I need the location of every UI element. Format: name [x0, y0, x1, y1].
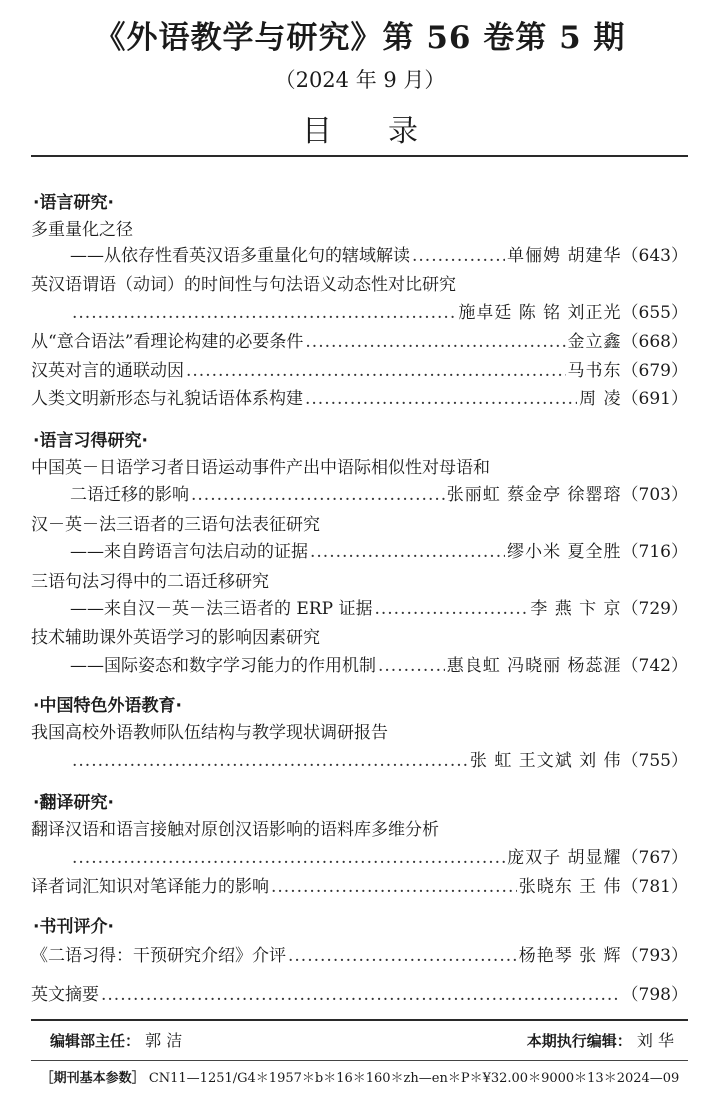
- leader-dots: [191, 485, 445, 505]
- leader-dots: [374, 599, 528, 619]
- toc-entry-title-continued: 二语迁移的影响: [70, 485, 189, 505]
- toc-entry[interactable]: [31, 356, 688, 382]
- leader-dots: [271, 877, 517, 897]
- bottom-divider: [31, 1019, 688, 1021]
- toc-entry-title: 汉英对言的通联动因: [31, 361, 184, 381]
- chief-editor: [50, 1028, 182, 1051]
- toc-entry-page: （729）: [621, 599, 688, 619]
- section-heading: ·中国特色外语教育·: [33, 696, 182, 716]
- chief-editor-label: 编辑部主任：: [50, 1032, 141, 1050]
- exec-editor-name: 刘 华: [636, 1031, 674, 1050]
- toc-entry-title: 人类文明新形态与礼貌话语体系构建: [31, 389, 303, 409]
- leader-dots: [288, 946, 517, 966]
- toc-entry-page: （755）: [621, 751, 688, 771]
- toc-entry-authors: 周 凌: [579, 389, 622, 409]
- leader-dots: [72, 848, 505, 868]
- toc-entry-page: （643）: [621, 246, 688, 266]
- toc-entry-subtitle: ——来自汉－英－法三语者的 ERP 证据: [70, 599, 373, 619]
- toc-entry-title[interactable]: 多重量化之径: [31, 220, 133, 240]
- toc-entry-authors: 单俪娉 胡建华: [507, 246, 622, 266]
- issue-date: （2024 年 9 月）: [274, 68, 446, 92]
- section-heading: ·语言习得研究·: [33, 431, 148, 451]
- toc-entry-title: 译者词汇知识对笔译能力的影响: [31, 877, 269, 897]
- toc-entry-title[interactable]: 翻译汉语和语言接触对原创汉语影响的语料库多维分析: [31, 820, 439, 840]
- toc-entry-authors: 惠良虹 冯晓丽 杨蕊涯: [446, 656, 622, 676]
- toc-entry[interactable]: [31, 327, 688, 353]
- toc-entry-page: （781）: [621, 877, 688, 897]
- toc-entry-authors: 施卓廷 陈 铭 刘正光: [458, 303, 622, 323]
- toc-entry-page: （798）: [621, 985, 688, 1005]
- toc-entry[interactable]: [70, 537, 688, 563]
- leader-dots: [305, 332, 565, 352]
- toc-entry-authors: 庞双子 胡显耀: [507, 848, 622, 868]
- toc-entry[interactable]: [70, 298, 688, 324]
- toc-entry-title: 《二语习得：干预研究介绍》介评: [31, 946, 286, 966]
- params-value: CN11—1251/G4＊1957＊b＊16＊160＊zh—en＊P＊¥32.00＊9000＊13＊2024—09: [148, 1071, 680, 1086]
- toc-entry-subtitle: ——国际姿态和数字学习能力的作用机制: [70, 656, 376, 676]
- leader-dots: [72, 303, 456, 323]
- toc-entry-page: （655）: [621, 303, 688, 323]
- toc-entry-title[interactable]: 我国高校外语教师队伍结构与教学现状调研报告: [31, 723, 388, 743]
- toc-entry-page: （742）: [621, 656, 688, 676]
- footer-divider: [31, 1060, 688, 1061]
- leader-dots: [310, 542, 505, 562]
- toc-entry[interactable]: [70, 594, 688, 620]
- toc-entry-authors: 李 燕 卞 京: [530, 599, 622, 619]
- toc-entry-abstracts[interactable]: [31, 980, 688, 1006]
- toc-entry-page: （767）: [621, 848, 688, 868]
- toc-entry-title[interactable]: 英汉语谓语（动词）的时间性与句法语义动态性对比研究: [31, 275, 456, 295]
- toc-entry[interactable]: [70, 480, 688, 506]
- toc-entry-page: （716）: [621, 542, 688, 562]
- exec-editor: [527, 1028, 674, 1051]
- journal-parameters: [0, 1067, 720, 1086]
- leader-dots: [378, 656, 445, 676]
- leader-dots: [186, 361, 566, 381]
- toc-entry-title[interactable]: 汉－英－法三语者的三语句法表征研究: [31, 515, 320, 535]
- toc-entry-subtitle: ——从依存性看英汉语多重量化句的辖域解读: [70, 246, 410, 266]
- toc-entry-page: （691）: [621, 389, 688, 409]
- toc-entry-title: 英文摘要: [31, 985, 99, 1005]
- toc-entry-title[interactable]: 技术辅助课外英语学习的影响因素研究: [31, 628, 320, 648]
- leader-dots: [101, 985, 620, 1005]
- toc-entry-authors: 张丽虹 蔡金亭 徐罂瑢: [446, 485, 622, 505]
- toc-entry-title: 从“意合语法”看理论构建的必要条件: [31, 332, 304, 352]
- toc-entry-title[interactable]: 三语句法习得中的二语迁移研究: [31, 572, 269, 592]
- leader-dots: [72, 751, 468, 771]
- toc-entry-page: （668）: [621, 332, 688, 352]
- toc-entry-authors: 张晓东 王 伟: [518, 877, 622, 897]
- toc-entry-authors: 马书东: [567, 361, 622, 381]
- toc-entry-page: （703）: [621, 485, 688, 505]
- toc-entry-authors: 张 虹 王文斌 刘 伟: [469, 751, 622, 771]
- leader-dots: [412, 246, 505, 266]
- toc-entry[interactable]: [31, 941, 688, 967]
- section-heading: ·翻译研究·: [33, 793, 114, 813]
- toc-entry-page: （793）: [621, 946, 688, 966]
- toc-entry-page: （679）: [621, 361, 688, 381]
- leader-dots: [305, 389, 577, 409]
- toc-heading: 目录: [302, 114, 474, 149]
- section-heading: ·书刊评介·: [33, 917, 114, 937]
- toc-entry[interactable]: [70, 746, 688, 772]
- chief-editor-name: 郭 洁: [145, 1031, 183, 1050]
- toc-entry[interactable]: [70, 651, 688, 677]
- toc-entry[interactable]: [31, 872, 688, 898]
- toc-entry[interactable]: [70, 241, 688, 267]
- toc-entry-authors: 缪小米 夏全胜: [507, 542, 622, 562]
- params-label: ［期刊基本参数］: [40, 1071, 145, 1086]
- toc-entry[interactable]: [31, 384, 688, 410]
- journal-title: 《外语教学与研究》第 56 卷第 5 期: [94, 20, 626, 56]
- toc-entry-subtitle: ——来自跨语言句法启动的证据: [70, 542, 308, 562]
- top-divider: [31, 155, 688, 157]
- toc-entry[interactable]: [70, 843, 688, 869]
- toc-entry-title[interactable]: 中国英－日语学习者日语运动事件产出中语际相似性对母语和: [31, 458, 490, 478]
- section-heading: ·语言研究·: [33, 193, 114, 213]
- toc-entry-authors: 金立鑫: [567, 332, 622, 352]
- exec-editor-label: 本期执行编辑：: [526, 1032, 632, 1050]
- toc-entry-authors: 杨艳琴 张 辉: [518, 946, 622, 966]
